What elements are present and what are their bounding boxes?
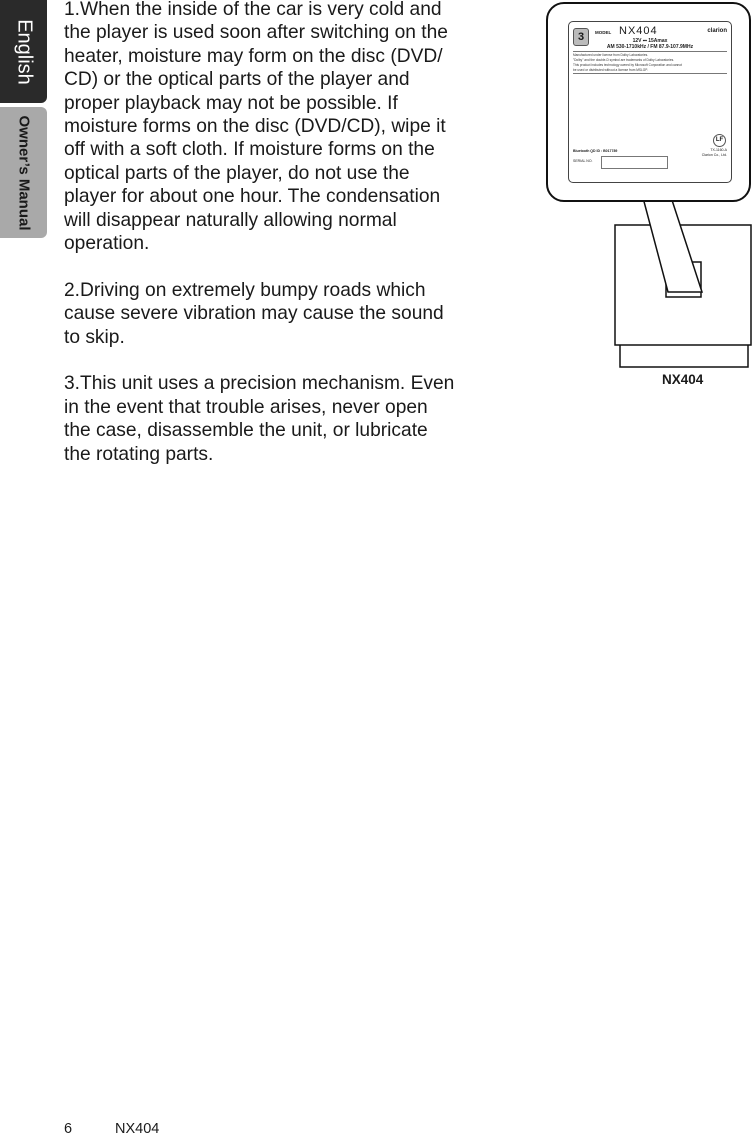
label-tx-code: TX-1160-A [710, 148, 727, 152]
footer-model: NX404 [115, 1121, 160, 1137]
serial-label-callout [546, 2, 751, 202]
label-notice-1: Manufactured under license from Dolby Laboratories. [573, 53, 649, 57]
language-tab-label: English [13, 18, 35, 85]
label-notice-2: "Dolby" and the double-D symbol are trademarks of Dolby Laboratories. [573, 58, 675, 62]
label-model-name: NX404 [619, 25, 658, 37]
owners-manual-tab-label: Owner’s Manual [15, 114, 32, 231]
paragraph-2: 2.Driving on extremely bumpy roads which cause severe vibration may cause the sound to skip. [64, 279, 444, 348]
label-divider [573, 73, 727, 74]
label-model-tag: MODEL [595, 30, 612, 35]
label-brand: clarion [707, 28, 727, 34]
unit-base [620, 345, 748, 367]
label-power: 12V ⎓ 15Amax [632, 38, 668, 44]
label-serial-box [601, 156, 668, 169]
serial-label [568, 21, 732, 183]
lf-mark-icon: LF [713, 134, 726, 147]
label-notice-4: be used or distributed without a license from MSLGP. [573, 68, 648, 72]
paragraph-1: 1.When the inside of the car is very cold and the player is used soon after switching on the heater, moisture may form on the disc (DVD/ CD) or the optical parts of the player and proper playback may not be possible. If moisture forms on the disc (DVD/CD), wipe it off with a soft cloth. If moisture forms on the optical parts of the player, do not use the player for about one hour. The condensation will disappear naturally allowing normal operation. [64, 0, 448, 255]
label-company: Clarion Co., Ltd. [701, 153, 727, 157]
page-number: 6 [64, 1121, 73, 1137]
label-number-badge: 3 [573, 28, 589, 46]
label-divider [573, 51, 727, 52]
label-notice-3: This product includes technology owned by Microsoft Corporation and cannot [573, 63, 682, 67]
unit-caption: NX404 [662, 372, 704, 387]
label-frequency: AM 530-1710kHz / FM 87.9-107.9MHz [606, 44, 694, 50]
label-bluetooth-id: Bluetooth QD ID : B017789 [573, 149, 618, 153]
paragraph-3: 3.This unit uses a precision mechanism. Even in the event that trouble arises, never open the case, disassemble the unit, or lubricate the rotating parts. [64, 373, 455, 465]
label-serial-text: SERIAL NO. [573, 159, 593, 163]
